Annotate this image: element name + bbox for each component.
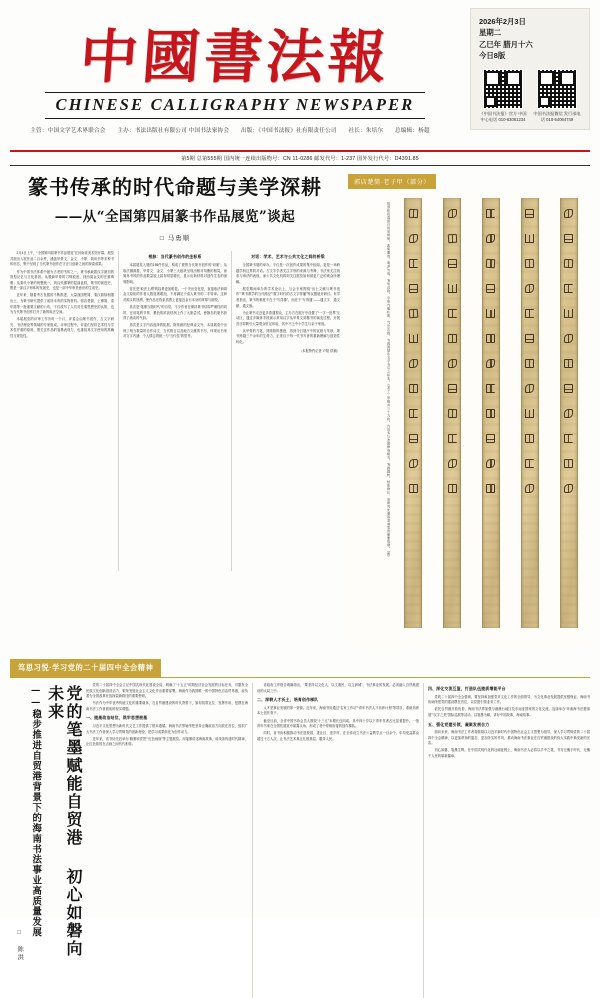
article-subheading: 根脉：当代篆书创作的坐标系: [148, 254, 202, 260]
seal-script-glyph-icon: [408, 358, 419, 369]
bottom-page-subtitle: ——稳步推进自贸港背景下的海南书法事业高质量发展: [30, 684, 42, 938]
seal-script-glyph-icon: [447, 258, 458, 269]
seal-script-glyph-icon: [485, 233, 496, 244]
seal-script-glyph-icon: [447, 283, 458, 294]
imprint-supervisor: 主管：中国文学艺术界联合会: [30, 128, 106, 134]
paragraph: 本届展览的评审工作历时一个月，评委会由篆书创作、古文字研究、书法理论等领域的专家组成。评审过程中，评委们坚持艺术性与学术性并重的原则，既关注作品的笔墨表现力，也重视其文字使用的准确性与规范性。: [10, 317, 114, 338]
seal-script-glyph-icon: [485, 283, 496, 294]
seal-script-glyph-icon: [485, 333, 496, 344]
seal-script-glyph-icon: [563, 458, 574, 469]
seal-script-glyph-icon: [524, 233, 535, 244]
bottom-column-3: [428, 683, 590, 998]
article-column-1: [10, 251, 114, 571]
qr-code-icon[interactable]: [483, 69, 523, 109]
paragraph: 党的二十届四中全会强调，要坚持和加强党对文化工作的全面领导，为文化事业发展提供坚强保证。海南书协始终把党的建设摆在首位，以党建引领业务工作。: [428, 694, 590, 705]
qr-cell-wechat[interactable]: [533, 69, 581, 124]
masthead-logo-block: [0, 0, 470, 134]
paragraph: 近年来，随着考古发掘的不断推进，大量战国楚简、秦汉简牍相继出土，为篆书研究提供了前所未有的实物材料。郭店楚简、上博简、清华简等一批重要文献的公布，不仅改写了人们对先秦思想史的认知，也为当代篆书创作打开了新的取法空间。: [10, 293, 114, 315]
masthead: [0, 0, 600, 150]
imprint-publisher: 出版：《中国书法报》社有限责任公司: [240, 128, 337, 134]
top-article-columns: [10, 251, 340, 571]
section-banner: 笃思习悦·学习党的二十届四中全会精神: [10, 659, 161, 677]
vertical-headline-block: [10, 683, 82, 998]
bottom-column-2: [257, 683, 419, 998]
seal-script-glyph-icon: [408, 383, 419, 394]
seal-script-glyph-icon: [447, 408, 458, 419]
seal-script-glyph-icon: [408, 483, 419, 494]
seal-script-glyph-icon: [485, 383, 496, 394]
seal-script-glyph-icon: [485, 358, 496, 369]
paragraph: 人才是事业发展的第一资源。近年来，海南书协通过“名家工作坊”“青年书法人才培养计划”等项目，系统培养本土创作骨干。: [257, 705, 419, 716]
qr-code-row: [479, 69, 581, 124]
bottom-byline: □ 陈洪: [16, 929, 23, 962]
newspaper-logo-chinese: 中國書法報: [77, 23, 393, 91]
bottom-page-title: 党的笔墨赋能自贸港 初心如磐向未来: [45, 684, 83, 958]
seal-script-glyph-icon: [447, 383, 458, 394]
date-page-count: 今日8版: [479, 51, 506, 61]
article-subheading: 对话：学术、艺术与公共文化之间的桥梁: [251, 254, 325, 260]
seal-script-glyph-icon: [524, 308, 535, 319]
qr-caption-official: 《中国书法报》官方 中国中心电话 010-63061234: [479, 110, 527, 123]
imprint-director: 社长：朱培尔: [348, 128, 384, 134]
seal-script-glyph-icon: [563, 408, 574, 419]
article-signoff: （本报特约记者 卢阳 供稿）: [298, 348, 340, 353]
seal-script-glyph-icon: [447, 208, 458, 219]
seal-script-glyph-icon: [524, 458, 535, 469]
seal-script-glyph-icon: [485, 408, 496, 419]
paragraph: 展览期间举办的学术论坛上，与会专家围绕“出土文献与篆书创作”“篆书教学的当代路径”“数字时代的古文字传播”等议题展开研讨。有学者指出，篆书的难度不在于“写得像”，而在于“写得通”——通文字、通文献、通文脉。: [236, 286, 340, 308]
date-lunar: 乙巳年 腊月十六: [479, 39, 533, 49]
article-subheading: 一、提高政治站位，筑牢思想根基: [86, 715, 148, 721]
seal-script-glyph-icon: [447, 433, 458, 444]
bottom-article: [0, 678, 600, 998]
paragraph: 习近平文化思想为新时代文艺工作提供了根本遵循。海南书法界始终把坚持正确政治方向放在首位，组织广大书法工作者深入学习贯彻党的创新理论，把学习成果转化为创作动力。: [86, 724, 248, 734]
bamboo-slips-image: [348, 194, 590, 649]
seal-script-glyph-icon: [524, 483, 535, 494]
article-subheading: 四、深化交流互鉴，打造队伍提质增能平台: [428, 685, 506, 691]
seal-script-glyph-icon: [485, 483, 496, 494]
paragraph: 首先是“取法上溯”的趋势更加明显。一个突出变化是，直接取法商周金文原拓的作者人数显著增加，不再满足于清人篆书的二手转译。这种对源头的回溯，使作品在线条质感上更接近金石本身的浑厚与斑驳。: [123, 286, 227, 302]
date-and-qr-panel: [470, 8, 590, 130]
figure-side-text: 局部和段落留白皆见规矩。此简墨迹，明净匀敛，笔势沉稳，字形内蕴朴素，气息古拙，为战国楚系文字书写之标本。《老子》甲组共三十九枚，内容多与治国修身相关，笔画圆转，结体修长，是研究先秦篆隶递变的重要依据。（图）: [386, 202, 390, 560]
date-weekday: 星期二: [479, 28, 502, 38]
bottom-column-1: [86, 683, 248, 998]
seal-script-glyph-icon: [408, 233, 419, 244]
qr-code-icon[interactable]: [537, 69, 577, 109]
seal-script-glyph-icon: [524, 208, 535, 219]
seal-script-glyph-icon: [408, 333, 419, 344]
paragraph: 党的二十届四中全会立足中国式现代化建设全局，明确了“十五五”时期经济社会发展的目标任务，对激发全民族文化创新创造活力、繁荣发展社会主义文化作出重要部署。海南作为我国唯一的中国特色自由贸易港，肩负着为全国改革开放探索新路径的重要使命。: [86, 682, 248, 699]
seal-script-glyph-icon: [447, 233, 458, 244]
seal-script-glyph-icon: [447, 308, 458, 319]
paragraph: 依托自贸港开放优势，海南书法界加强与港澳台地区及东南亚国家的文化交流。连续举办“环南海书法邀请展”“汉字之美”国际巡展等活动，以笔墨为媒，讲好中国故事、海南故事。: [428, 707, 590, 717]
seal-script-glyph-icon: [563, 258, 574, 269]
seal-script-glyph-icon: [524, 433, 535, 444]
seal-script-glyph-icon: [447, 483, 458, 494]
figure-caption: 郭店楚简·老子甲（部分）: [348, 174, 436, 189]
paragraph: 书法作为中华优秀传统文化的重要载体，在自贸港建设的时代背景下，如何找准定位、发挥作用，是摆在海南书法工作者面前的现实课题。: [86, 701, 248, 711]
seal-script-glyph-icon: [485, 208, 496, 219]
byline: □ 马勇顺: [159, 235, 191, 243]
seal-script-glyph-icon: [563, 383, 574, 394]
top-article: [0, 171, 600, 649]
seal-script-glyph-icon: [447, 358, 458, 369]
seal-script-glyph-icon: [524, 383, 535, 394]
issue-info-line: 第5期 总第555期 国内统一连续出版物号：CN 11-0286 邮发代号：1-237 国外发行代号：D4391.85: [181, 155, 419, 162]
seal-script-glyph-icon: [447, 458, 458, 469]
seal-script-glyph-icon: [563, 433, 574, 444]
seal-script-glyph-icon: [485, 433, 496, 444]
seal-script-glyph-icon: [524, 258, 535, 269]
seal-script-glyph-icon: [408, 283, 419, 294]
page-subtitle: ——从“全国第四届篆书作品展览”谈起: [54, 209, 296, 226]
seal-script-glyph-icon: [485, 308, 496, 319]
seal-script-glyph-icon: [563, 333, 574, 344]
bamboo-slip-group: [394, 198, 588, 645]
seal-script-glyph-icon: [563, 208, 574, 219]
bamboo-slip: [521, 198, 539, 628]
article-subheading: 五、强化党建引领，凝聚发展合力: [428, 721, 490, 727]
figure-block: [348, 171, 590, 649]
seal-script-glyph-icon: [524, 408, 535, 419]
paragraph: 再次是文字内容选择的拓展。除传统的经典诗文外，本届展览中出现了相当数量的自作诗文、当代格言以及地方文献的书写，体现出书家对文字内涵、个人情志的统一与“当代性”的思考。: [123, 323, 227, 339]
newspaper-logo-english: CHINESE CALLIGRAPHY NEWSPAPER: [45, 92, 424, 119]
seal-script-glyph-icon: [408, 308, 419, 319]
bamboo-slip: [443, 198, 461, 628]
seal-script-glyph-icon: [563, 283, 574, 294]
top-article-text-block: [10, 171, 348, 649]
imprint-sponsor: 主办：书法出版社有限公司 中国书法家协会: [117, 128, 230, 134]
seal-script-glyph-icon: [408, 258, 419, 269]
paragraph: 面向未来，海南书法工作者将继续以习近平新时代中国特色社会主义思想为指导，深入学习贯彻党的二十届四中全会精神，以更加昂扬的姿态、更加务实的作风，推动海南书法事业在自贸港建设的伟大实践中焕发新的光彩。: [428, 730, 590, 746]
seal-script-glyph-icon: [563, 358, 574, 369]
seal-script-glyph-icon: [408, 408, 419, 419]
paragraph: 本届展览入展的195件作品，构成了观察当代篆书创作的“切面”。从取法渊源看，甲骨文、金文、小篆三大板块呈现出相对均衡的格局，而简帛书风的作品数量较上届有明显增长，显示出新材料对创作生态的深刻影响。: [123, 263, 227, 284]
seal-script-glyph-icon: [408, 433, 419, 444]
qr-cell-official[interactable]: [479, 69, 527, 124]
paragraph: 近年来，省书协先后举办“翰墨颂党恩”“红色琼崖”等主题展览，用笔墨讲述海南故事，用线条传递时代精神，让红色基因在点画之间代代相传。: [86, 736, 248, 747]
page-title: 篆书传承的时代命题与美学深耕: [28, 175, 322, 200]
bamboo-slip: [482, 198, 500, 628]
seal-script-glyph-icon: [524, 358, 535, 369]
paragraph: 初心如磐，笔墨生辉。在中国式现代化的壮阔征程上，海南书法人必将以手中之笔，书写无愧于时代、无愧于人民的崭新篇章。: [428, 748, 590, 759]
paragraph: 2月4日上午，“全国第四届篆书作品展览”在河南省美术馆开幕。展览共展出入展作品二百余件，涵盖甲骨文、金文、小篆、简帛书等多种书体形态，集中呈现了当代篆书创作在守正与创新之间的探索成果。: [10, 251, 114, 267]
seal-script-glyph-icon: [408, 458, 419, 469]
imprint-editor: 总编辑：杨超: [394, 128, 430, 134]
paragraph: 其次是“笔墨当随时代”的自觉。不少作者在保持篆书结构严谨性的同时，在用笔的节奏、墨色的浓淡枯润上作了大胆尝试，使静态的篆书获得了流动的气韵。: [123, 305, 227, 321]
article-subheading: 二、深耕人才沃土，培育创作梯队: [257, 697, 319, 703]
seal-script-glyph-icon: [485, 258, 496, 269]
seal-script-glyph-icon: [447, 333, 458, 344]
qr-caption-wechat: 中国书法报微信 发行部电话 010-64064749: [533, 110, 581, 123]
seal-script-glyph-icon: [485, 458, 496, 469]
paragraph: 为让篆书走近更多普通观众，主办方在展厅中设置了“一字一世界”互动区，通过多媒体手段演示常用汉字从甲骨文到楷书的演变过程。开展首日即吸引大量观众驻足体验，其中不乏中小学生与亲子家庭。: [236, 310, 340, 326]
seal-script-glyph-icon: [563, 308, 574, 319]
seal-script-glyph-icon: [563, 483, 574, 494]
article-column-2: [123, 251, 227, 571]
bottom-article-columns: [82, 683, 590, 998]
paragraph: 省政府工作报告明确指出，“要坚持以文化人、以文惠民、以文润城”。书法事业的发展，必须融入自贸港建设的大局之中。: [257, 682, 419, 693]
seal-script-glyph-icon: [524, 283, 535, 294]
paragraph: 作为中国书法体系中最为古老的书体之一，篆书承载着汉字最初的造型记忆与文化基因。从殷商甲骨的刀刻痕迹，到西周金文的庄重典雅；从秦代小篆的规整统一，到汉代缪篆的屈曲盘绕，篆书的演进史，既是一部汉字形体的发展史，也是一部中华审美意识的生成史。: [10, 269, 114, 291]
seal-script-glyph-icon: [524, 333, 535, 344]
imprint-line: [30, 126, 439, 134]
paragraph: 同时，省书协积极推动书法进校园、进社区、进乡村，在全省设立书法公益教学点一百余个，年均受益群众超过十万人次，让书法艺术真正扎根基层、服务人民。: [257, 731, 419, 741]
paragraph: 截至目前，全省中国书协会员人数较“十三五”末增长近四成，其中四十岁以下青年作者占比显著提升。一批青年书家在全国性展览中崭露头角，形成了老中青相衔接的创作梯队。: [257, 718, 419, 729]
paragraph: 从甲骨的刀笔，到简牍的墨迹，再到今日展厅中的宣纸与朱砂，篆书跨越三千余年的生命力，正来自于每一代书写者的重新理解与创造性转化。: [236, 328, 340, 345]
bamboo-slip: [404, 198, 422, 628]
seal-script-glyph-icon: [408, 208, 419, 219]
issue-bottom-rule: [10, 165, 590, 166]
seal-script-glyph-icon: [563, 233, 574, 244]
date-gregorian: 2026年2月3日: [479, 17, 526, 26]
bamboo-slip: [560, 198, 578, 628]
paragraph: 全国篆书展的举办，不仅是一次创作成果的集中检阅，更是一场跨越学科边界的对话。古文字学者关注字形的来源与考释，书法家关注线条与章法的表现，而公共文化机构则关注展览如何被更广泛的观众所理解。: [236, 263, 340, 284]
article-column-3: [236, 251, 340, 571]
